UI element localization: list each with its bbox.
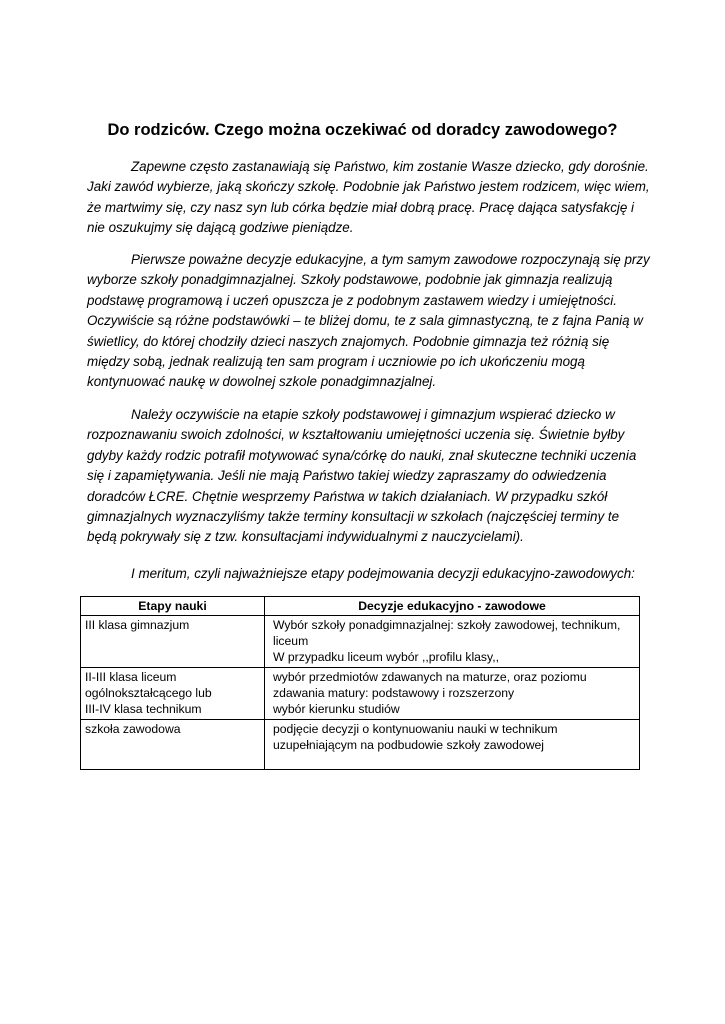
- table-header-row: [81, 597, 640, 616]
- stage-cell: [81, 720, 265, 770]
- column-header-stage: Etapy nauki: [81, 597, 265, 616]
- table-row: [81, 720, 640, 770]
- paragraph-2: [87, 250, 650, 393]
- paragraph-line: Oczywiście są różne podstawówki – te bliżej domu, te z sala gimnastyczną, te z fajna Panią w: [87, 313, 643, 329]
- paragraph-line: między sobą, jednak realizują ten sam program i uczniowie po ich ukończeniu mogą: [87, 354, 585, 370]
- decisions-cell: [265, 616, 640, 668]
- cell-line: ogólnokształcącego lub: [85, 686, 212, 700]
- cell-line: wybór przedmiotów zdawanych na maturze, oraz poziomu: [273, 670, 587, 684]
- paragraph-1: [87, 157, 650, 239]
- cell-line: wybór kierunku studiów: [273, 702, 400, 716]
- paragraph-3: [87, 405, 639, 548]
- cell-line: podjęcie decyzji o kontynuowaniu nauki w technikum: [273, 722, 558, 736]
- paragraph-line: gdyby każdy rodzic potrafił motywować syna/córkę do nauki, znał skuteczne techniki uczenia: [87, 447, 637, 463]
- paragraph-line: Zapewne często zastanawiają się Państwo, kim zostanie Wasze dziecko, gdy dorośnie.: [131, 159, 649, 174]
- paragraph-line: rozpoznawaniu swoich zdolności, w kształtowaniu umiejętności uczenia się. Świetnie byłby: [87, 427, 625, 443]
- paragraph-line: Należy oczywiście na etapie szkoły podstawowej i gimnazjum wspierać dziecko w: [131, 407, 615, 422]
- paragraph-line: Jaki zawód wybierze, jaką skończy szkołę. Podobnie jak Państwo jestem rodzicem, więc wiem,: [87, 179, 650, 195]
- paragraph-line: się i zapamiętywania. Jeśli nie mają Państwo takiej wiedzy zapraszamy do odwiedzenia: [87, 468, 607, 484]
- paragraph-line: będą pokrywały się z tzw. konsultacjami indywidualnymi z nauczycielami).: [87, 529, 524, 545]
- paragraph-4: [87, 564, 639, 584]
- paragraph-line: doradców ŁCRE. Chętnie wesprzemy Państwa w takich działaniach. W przypadku szkół: [87, 488, 608, 504]
- paragraph-line: gimnazjalnych wyznaczyliśmy także terminy konsultacji w szkołach (najczęściej terminy te: [87, 509, 620, 525]
- stage-cell: [81, 668, 265, 720]
- paragraph-line: że martwimy się, czy nasz syn lub córka będzie miał dobrą pracę. Pracę dająca satysfakcję i: [87, 199, 635, 215]
- cell-line: uzupełniającym na podbudowie szkoły zawodowej: [273, 738, 544, 752]
- paragraph-line: wyborze szkoły ponadgimnazjalnej. Szkoły podstawowe, podobnie jak gimnazja realizują: [87, 272, 613, 288]
- paragraph-line: kontynuować naukę w dowolnej szkole ponadgimnazjalnej.: [87, 374, 437, 390]
- paragraph-line: Pierwsze poważne decyzje edukacyjne, a tym samym zawodowe rozpoczynają się przy: [131, 252, 650, 267]
- stage-cell: [81, 616, 265, 668]
- cell-line: Wybór szkoły ponadgimnazjalnej: szkoły zawodowej, technikum,: [273, 618, 621, 632]
- paragraph-line: I meritum, czyli najważniejsze etapy podejmowania decyzji edukacyjno-zawodowych:: [131, 566, 635, 581]
- education-steps-table: [80, 596, 640, 770]
- cell-line: szkoła zawodowa: [85, 722, 181, 736]
- cell-line: III klasa gimnazjum: [85, 618, 190, 632]
- cell-line: II-III klasa liceum: [85, 670, 177, 684]
- paragraph-line: nie oszukujmy się dającą godziwe pieniądze.: [87, 220, 354, 236]
- cell-line: liceum: [273, 634, 309, 648]
- document-title: Do rodziców. Czego można oczekiwać od doradcy zawodowego?: [107, 121, 618, 139]
- column-header-decisions: Decyzje edukacyjno - zawodowe: [265, 597, 640, 616]
- paragraph-line: świetlicy, do której chodziły dzieci naszych znajomych. Podobnie gimnazja też różnią się: [87, 333, 610, 349]
- cell-line: zdawania matury: podstawowy i rozszerzony: [273, 686, 515, 700]
- decisions-cell: [265, 668, 640, 720]
- table-row: [81, 668, 640, 720]
- paragraph-line: podstawę programową i uczeń opuszcza je z podobnym zastawem wiedzy i umiejętności.: [87, 292, 617, 308]
- decisions-cell: [265, 720, 640, 770]
- cell-line: W przypadku liceum wybór ,,profilu klasy,,: [273, 650, 499, 664]
- table-row: [81, 616, 640, 668]
- cell-line: III-IV klasa technikum: [85, 702, 202, 716]
